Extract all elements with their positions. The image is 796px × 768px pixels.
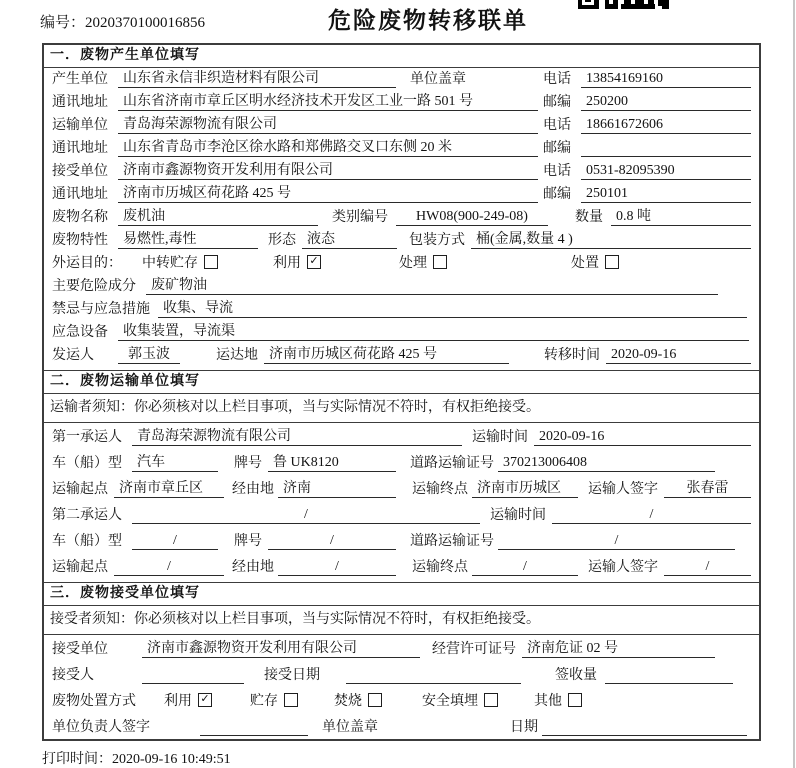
row-waste-name [44, 206, 759, 229]
vehicle-type-label: 车（船）型 [52, 456, 122, 471]
row-vehicle-2 [44, 527, 759, 553]
row-producer-address [44, 91, 759, 114]
address-label: 通讯地址 [52, 141, 108, 156]
transporter-value: 青岛海荣源物流有限公司 [118, 113, 538, 134]
checkbox-disposal-other [568, 693, 582, 707]
row-responsible-sign [44, 713, 759, 739]
road-license-value: / [498, 533, 735, 550]
quantity-label: 数量 [575, 210, 603, 225]
stamp-date-label: 日期 [510, 720, 538, 735]
quantity-value: 0.8 吨 [611, 205, 751, 226]
section-receiver [44, 582, 759, 739]
dispatcher-label: 发运人 [52, 348, 94, 363]
zip-label: 邮编 [543, 141, 571, 156]
producer-address: 山东省济南市章丘区明水经济技术开发区工业一路 501 号 [118, 90, 538, 111]
form-value: 液态 [302, 228, 397, 249]
operating-license-label: 经营许可证号 [432, 642, 516, 657]
traits-label: 废物特性 [52, 233, 108, 248]
second-carrier-label: 第二承运人 [52, 508, 122, 523]
plate-value: 鲁 UK8120 [268, 451, 396, 472]
disposal-option-incinerate: 焚烧 [334, 690, 382, 710]
row-disposal-method [44, 687, 759, 713]
packing-label: 包装方式 [409, 233, 465, 248]
taboo-label: 禁忌与应急措施 [52, 302, 150, 317]
accept-unit-label: 接受单位 [52, 642, 108, 657]
producer-phone: 13854169160 [581, 71, 751, 88]
plate-label: 牌号 [234, 534, 262, 549]
zip-label: 邮编 [543, 187, 571, 202]
stamp-label: 单位盖章 [410, 72, 466, 87]
transporter-zip [581, 141, 751, 157]
print-time-value: 2020-09-16 10:49:51 [112, 752, 231, 767]
hazard-value: 废矿物油 [146, 274, 718, 295]
purpose-option-dispose: 处置 [571, 252, 619, 272]
vehicle-type-label: 车（船）型 [52, 534, 122, 549]
destination-label: 运达地 [216, 348, 258, 363]
row-transporter-address [44, 137, 759, 160]
transport-time-value: 2020-09-16 [534, 429, 751, 446]
vehicle-type-value: 汽车 [132, 451, 218, 472]
route-end-label: 运输终点 [412, 482, 468, 497]
waste-name-label: 废物名称 [52, 210, 108, 225]
receiver-label: 接受单位 [52, 164, 108, 179]
transporter-address: 山东省青岛市李沧区徐水路和郑佛路交叉口东侧 20 米 [118, 136, 538, 157]
route-start-value: / [114, 559, 224, 576]
phone-label: 电话 [543, 164, 571, 179]
row-first-carrier [44, 423, 759, 449]
checkbox-dispose [605, 255, 619, 269]
hazard-label: 主要危险成分 [52, 279, 136, 294]
section2-header: 二．废物运输单位填写 [44, 371, 759, 394]
category-label: 类别编号 [332, 210, 388, 225]
disposal-option-utilize: 利用 ✓ [164, 690, 212, 710]
purpose-option-treat: 处理 [399, 252, 447, 272]
checkbox-disposal-utilize: ✓ [198, 693, 212, 707]
operating-license-value: 济南危证 02 号 [522, 637, 715, 658]
row-transport-unit [44, 114, 759, 137]
route-via-value: 济南 [278, 477, 396, 498]
transporter-phone: 18661672606 [581, 117, 751, 134]
transport-time-label: 运输时间 [472, 430, 528, 445]
transfer-time-value: 2020-09-16 [606, 347, 751, 364]
purpose-option-transfer-storage: 中转贮存 [142, 252, 218, 272]
packing-value: 桶(金属,数量 4 ) [471, 228, 751, 249]
traits-value: 易燃性,毒性 [118, 228, 258, 249]
stamp-date-value [542, 720, 747, 736]
taboo-value: 收集、导流 [158, 297, 747, 318]
route-end-value: / [472, 559, 578, 576]
route-start-label: 运输起点 [52, 482, 108, 497]
row-receiver-unit [44, 160, 759, 183]
checkbox-disposal-landfill [484, 693, 498, 707]
equipment-label: 应急设备 [52, 325, 108, 340]
serial-number-line [40, 11, 205, 32]
route-start-value: 济南市章丘区 [114, 477, 224, 498]
carrier-sign-value: / [664, 559, 751, 576]
carrier-sign-label: 运输人签字 [588, 560, 658, 575]
row-route-2 [44, 553, 759, 579]
dispatcher-name: 郭玉波 [118, 343, 180, 364]
phone-label: 电话 [543, 72, 571, 87]
receiver-notice: 接受者须知：你必须核对以上栏目事项，当与实际情况不符时，有权拒绝接受。 [44, 606, 759, 635]
unit-stamp-label: 单位盖章 [322, 720, 378, 735]
category-code: HW08(900-249-08) [396, 209, 548, 226]
accept-date-label: 接受日期 [264, 668, 320, 683]
second-carrier-value: / [132, 507, 480, 524]
address-label: 通讯地址 [52, 187, 108, 202]
transporter-notice: 运输者须知：你必须核对以上栏目事项，当与实际情况不符时，有权拒绝接受。 [44, 394, 759, 423]
first-carrier-value: 青岛海荣源物流有限公司 [132, 425, 462, 446]
route-end-value: 济南市历城区 [472, 477, 578, 498]
checkbox-disposal-incinerate [368, 693, 382, 707]
checkbox-utilize: ✓ [307, 255, 321, 269]
receiver-zip: 250101 [581, 186, 751, 203]
road-license-label: 道路运输证号 [410, 456, 494, 471]
form-label: 形态 [268, 233, 296, 248]
disposal-option-landfill: 安全填埋 [422, 690, 498, 710]
vehicle-type-value: / [132, 533, 218, 550]
section3-header: 三．废物接受单位填写 [44, 583, 759, 606]
route-end-label: 运输终点 [412, 560, 468, 575]
waste-name: 废机油 [118, 205, 318, 226]
carrier-sign-value: 张春雷 [664, 477, 751, 498]
qr-code-fragment-icon [578, 0, 670, 10]
receiver-value: 济南市鑫源物资开发利用有限公司 [118, 159, 538, 180]
receiver-address: 济南市历城区荷花路 425 号 [118, 182, 538, 203]
row-producer-unit [44, 68, 759, 91]
producer-label: 产生单位 [52, 72, 108, 87]
row-route-1 [44, 475, 759, 501]
row-dispatcher [44, 344, 759, 367]
accept-unit-value: 济南市鑫源物资开发利用有限公司 [142, 637, 420, 658]
route-via-label: 经由地 [232, 482, 274, 497]
accept-person-label: 接受人 [52, 668, 94, 683]
route-via-label: 经由地 [232, 560, 274, 575]
transport-time-label: 运输时间 [490, 508, 546, 523]
section-transporter [44, 370, 759, 579]
checkbox-treat [433, 255, 447, 269]
responsible-sign-value [200, 720, 308, 736]
checkbox-disposal-store [284, 693, 298, 707]
plate-label: 牌号 [234, 456, 262, 471]
route-via-value: / [278, 559, 396, 576]
transport-time-value: / [552, 507, 751, 524]
window-edge-divider [793, 0, 795, 768]
row-second-carrier [44, 501, 759, 527]
route-start-label: 运输起点 [52, 560, 108, 575]
manifest-form [42, 43, 761, 741]
row-transfer-purpose [44, 252, 759, 275]
page-title: 危险废物转移联单 [328, 8, 528, 33]
row-emergency-equipment [44, 321, 759, 344]
accept-person-value [142, 668, 244, 684]
row-taboo-measures [44, 298, 759, 321]
disposal-option-other: 其他 [534, 690, 582, 710]
row-accept-unit [44, 635, 759, 661]
destination-value: 济南市历城区荷花路 425 号 [264, 343, 509, 364]
road-license-label: 道路运输证号 [410, 534, 494, 549]
row-vehicle-1 [44, 449, 759, 475]
serial-value: 2020370100016856 [85, 15, 206, 31]
transporter-label: 运输单位 [52, 118, 108, 133]
section1-header: 一．废物产生单位填写 [44, 45, 759, 68]
producer-zip: 250200 [581, 94, 751, 111]
first-carrier-label: 第一承运人 [52, 430, 122, 445]
equipment-value: 收集装置，导流渠 [118, 320, 749, 341]
plate-value: / [268, 533, 396, 550]
disposal-option-store: 贮存 [250, 690, 298, 710]
zip-label: 邮编 [543, 95, 571, 110]
row-receiver-address [44, 183, 759, 206]
checkbox-transfer-storage [204, 255, 218, 269]
row-hazard-components [44, 275, 759, 298]
accept-date-value [346, 668, 521, 684]
disposal-method-label: 废物处置方式 [52, 694, 136, 709]
receiver-phone: 0531-82095390 [581, 163, 751, 180]
row-accept-person [44, 661, 759, 687]
carrier-sign-label: 运输人签字 [588, 482, 658, 497]
transfer-time-label: 转移时间 [544, 348, 600, 363]
road-license-value: 370213006408 [498, 455, 715, 472]
producer-value: 山东省永信非织造材料有限公司 [118, 67, 396, 88]
responsible-sign-label: 单位负责人签字 [52, 720, 150, 735]
section-producer [44, 45, 759, 367]
print-time-line [42, 748, 231, 768]
address-label: 通讯地址 [52, 95, 108, 110]
signed-amount-value [605, 668, 733, 684]
serial-label: 编号： [40, 15, 86, 31]
row-waste-traits [44, 229, 759, 252]
purpose-option-utilize: 利用 ✓ [273, 252, 321, 272]
print-time-label: 打印时间： [42, 752, 112, 767]
purpose-label: 外运目的： [52, 256, 122, 271]
phone-label: 电话 [543, 118, 571, 133]
signed-amount-label: 签收量 [555, 668, 597, 683]
